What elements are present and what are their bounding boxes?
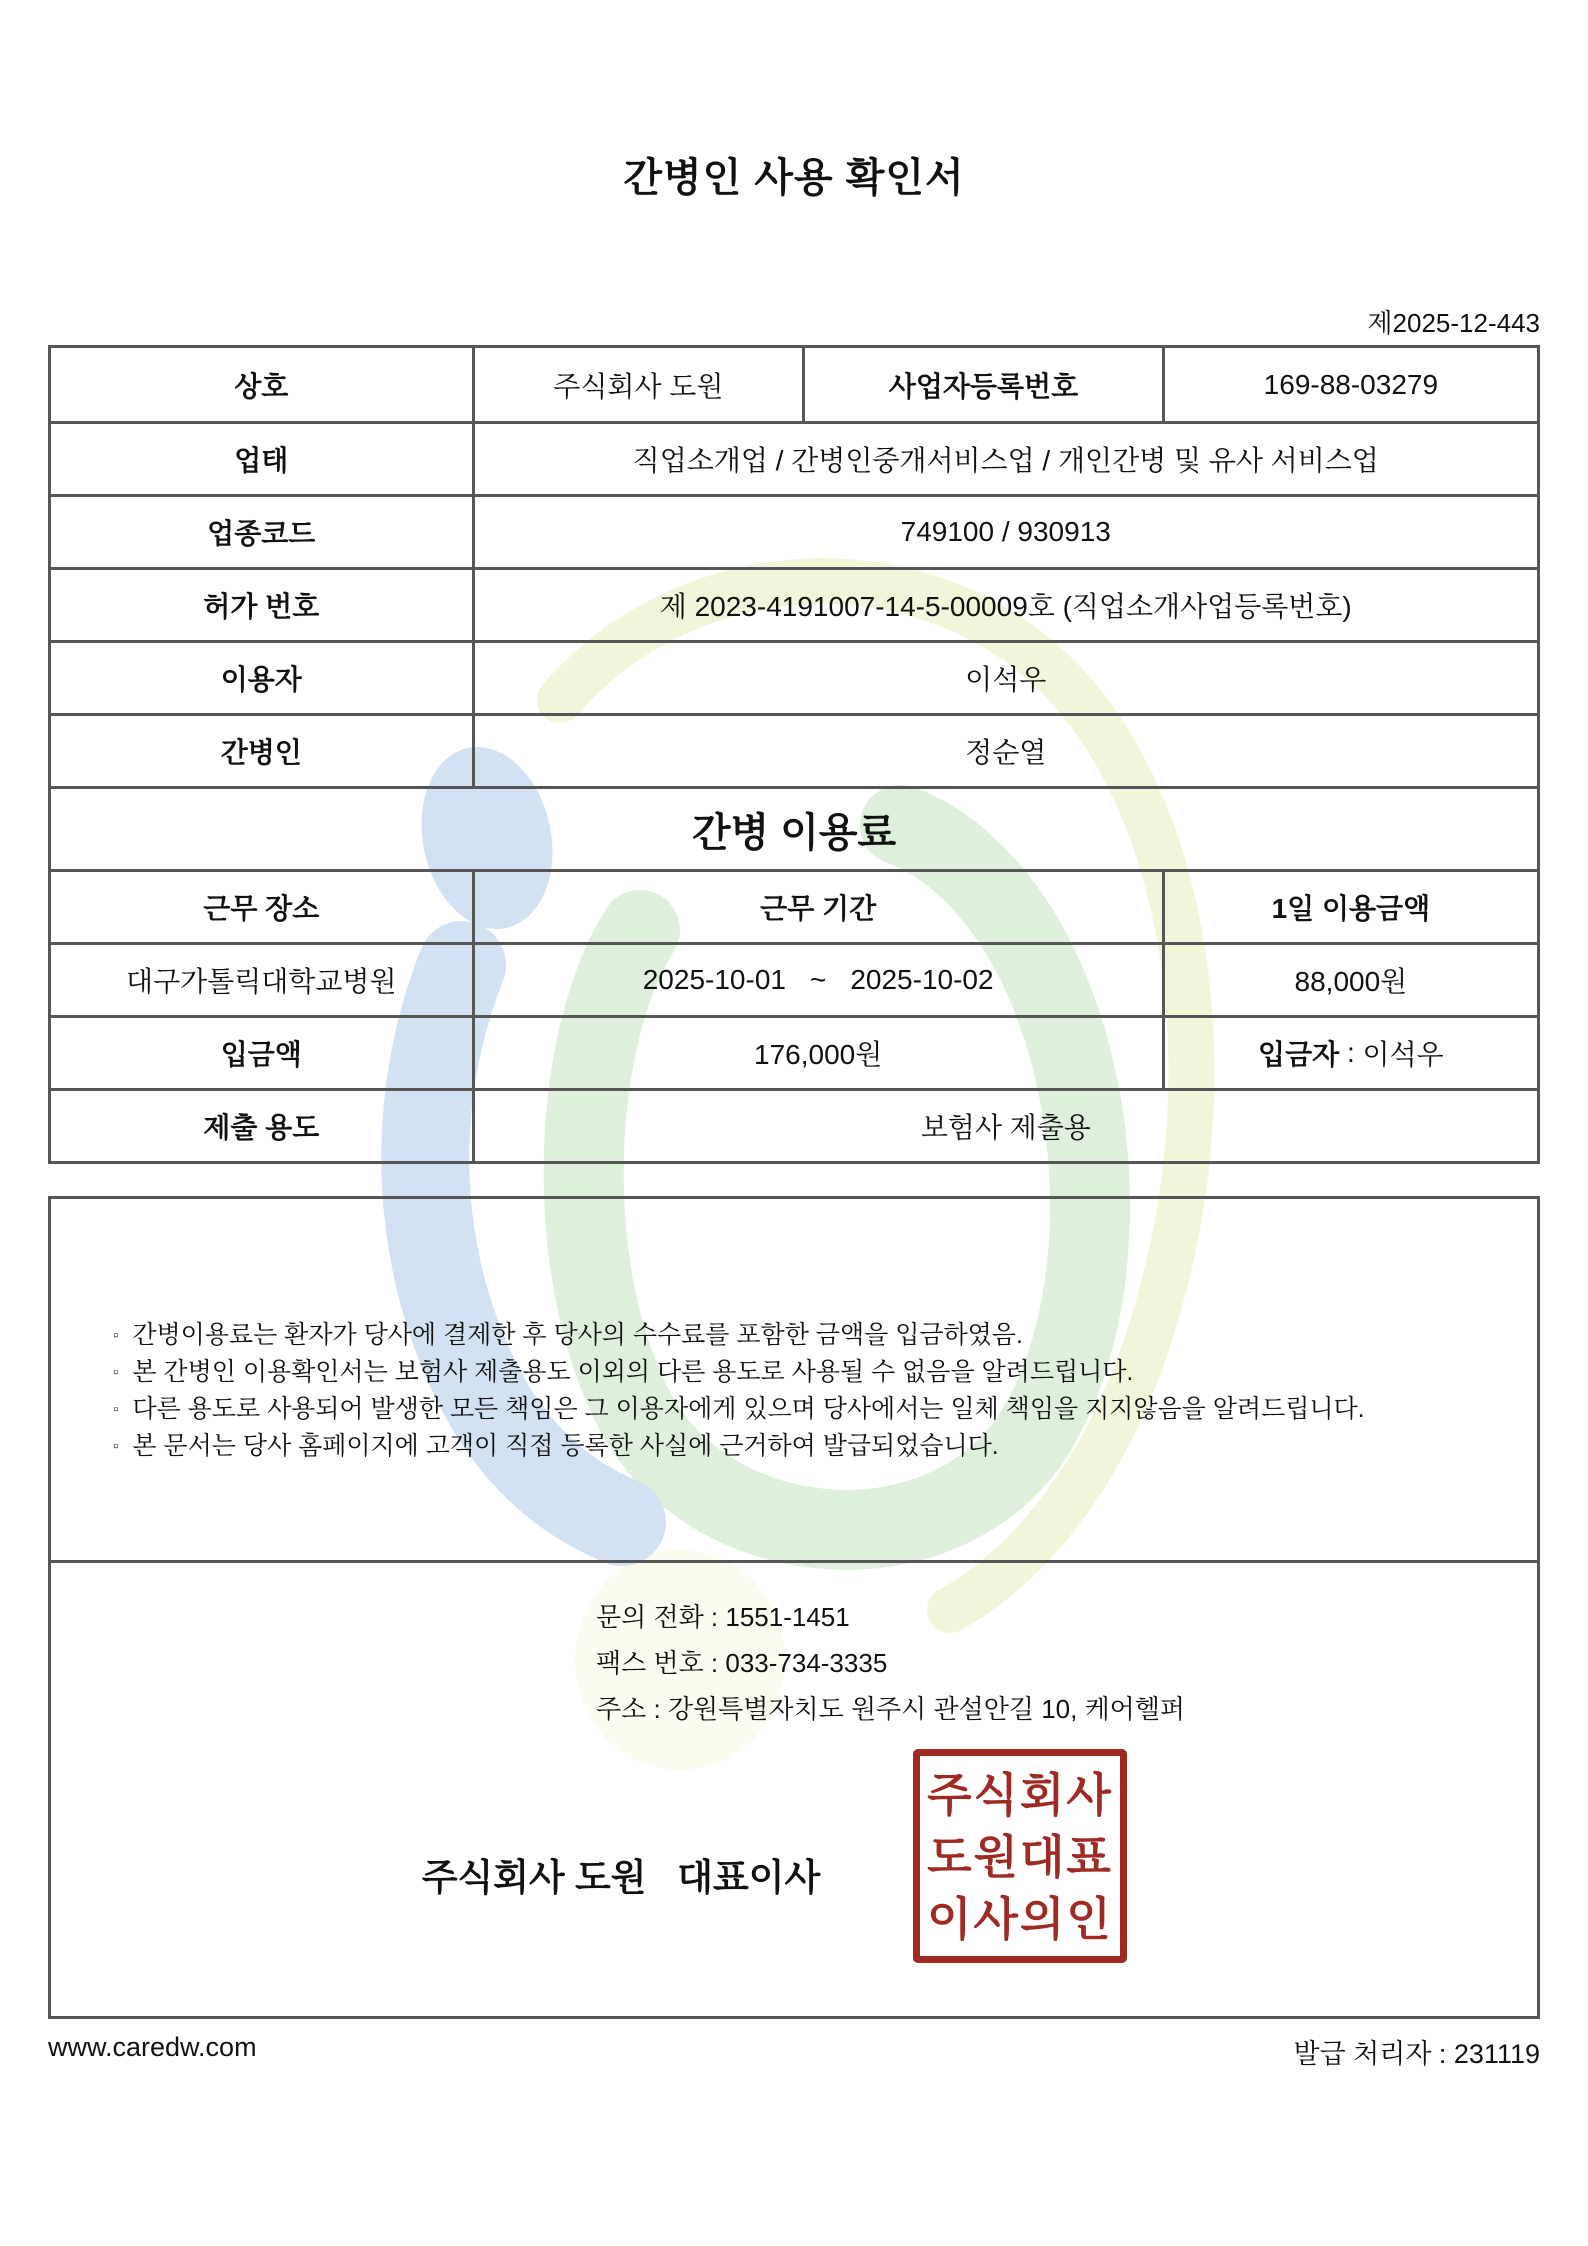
note-text: 본 간병인 이용확인서는 보험사 제출용도 이외의 다른 용도로 사용될 수 없음을 알려드립니다. xyxy=(132,1358,1134,1386)
fee-section-title-row xyxy=(51,786,1537,869)
note-text: 다른 용도로 사용되어 발생한 모든 책임은 그 이용자에게 있으며 당사에서는 일체 책임을 지지않음을 알려드립니다. xyxy=(132,1395,1365,1423)
period-start: 2025-10-01 xyxy=(642,964,786,995)
daily-amount-header: 1일 이용금액 xyxy=(1162,872,1537,942)
table-row-permit-no xyxy=(51,567,1537,640)
purpose-value: 보험사 제출용 xyxy=(472,1091,1537,1161)
document-number: 제2025-12-443 xyxy=(1367,308,1540,338)
industry-code-value: 749100 / 930913 xyxy=(472,497,1537,567)
notes-list xyxy=(113,1317,1513,1465)
table-row-business-type xyxy=(51,421,1537,494)
table-row-industry-code xyxy=(51,494,1537,567)
fee-value-row xyxy=(51,942,1537,1015)
purpose-row xyxy=(51,1088,1537,1161)
business-reg-no-label: 사업자등록번호 xyxy=(802,348,1162,421)
deposit-label: 입금액 xyxy=(220,1039,302,1070)
depositor-cell xyxy=(1162,1018,1537,1088)
business-reg-no-value: 169-88-03279 xyxy=(1162,348,1537,421)
page-title: 간병인 사용 확인서 xyxy=(623,156,965,200)
contact-phone: 문의 전화 : 1551-1451 xyxy=(596,1602,850,1632)
depositor-name: 이석우 xyxy=(1362,1039,1444,1070)
table-row-company xyxy=(51,348,1537,421)
permit-no-value: 제 2023-4191007-14-5-00009호 (직업소개사업등록번호) xyxy=(472,570,1537,640)
work-period-header: 근무 기간 xyxy=(472,872,1162,942)
daily-amount-value: 88,000원 xyxy=(1162,945,1537,1015)
corporate-seal-stamp xyxy=(913,1749,1127,1963)
seal-line: 도원대표 xyxy=(927,1830,1113,1884)
contact-fax: 팩스 번호 : 033-734-3335 xyxy=(596,1648,888,1678)
purpose-label: 제출 용도 xyxy=(203,1112,320,1143)
note-text: 본 문서는 당사 홈페이지에 고객이 직접 등록한 사실에 근거하여 발급되었습니다. xyxy=(132,1432,999,1460)
fee-section-title: 간병 이용료 xyxy=(691,810,897,855)
caregiver-value: 정순열 xyxy=(472,716,1537,786)
depositor-separator: : xyxy=(1339,1037,1363,1068)
note-bullet-icon: ▫ xyxy=(113,1438,119,1455)
note-text: 간병이용료는 환자가 당사에 결제한 후 당사의 수수료를 포함한 금액을 입금하였음. xyxy=(132,1321,1023,1349)
depositor-label: 입금자 xyxy=(1258,1039,1340,1070)
table-row-caregiver xyxy=(51,713,1537,786)
footer-issuer-id: 발급 처리자 : 231119 xyxy=(1293,2039,1540,2069)
user-value: 이석우 xyxy=(472,643,1537,713)
contact-info xyxy=(596,1594,1185,1732)
period-separator: ~ xyxy=(809,964,827,995)
business-type-value: 직업소개업 / 간병인중개서비스업 / 개인간병 및 유사 서비스업 xyxy=(472,424,1537,494)
info-table xyxy=(48,345,1540,1164)
note-item xyxy=(113,1317,1513,1354)
work-period-value xyxy=(472,945,1162,1015)
company-value: 주식회사 도원 xyxy=(472,348,803,421)
work-place-value: 대구가톨릭대학교병원 xyxy=(126,966,397,997)
company-signature-line: 주식회사 도원 대표이사 xyxy=(421,1857,821,1898)
seal-line: 주식회사 xyxy=(927,1768,1113,1822)
user-label: 이용자 xyxy=(220,664,302,695)
contact-address: 주소 : 강원특별자치도 원주시 관설안길 10, 케어헬퍼 xyxy=(596,1694,1186,1724)
note-bullet-icon: ▫ xyxy=(113,1327,119,1344)
notes-and-signature-box xyxy=(48,1196,1540,2019)
seal-line: 이사의인 xyxy=(927,1892,1113,1946)
work-place-header: 근무 장소 xyxy=(203,893,320,924)
caregiver-label: 간병인 xyxy=(220,737,302,768)
deposit-amount-value: 176,000원 xyxy=(472,1018,1162,1088)
company-label: 상호 xyxy=(234,370,289,402)
section-divider xyxy=(51,1560,1537,1563)
note-bullet-icon: ▫ xyxy=(113,1401,119,1418)
deposit-row xyxy=(51,1015,1537,1088)
permit-no-label: 허가 번호 xyxy=(203,591,320,622)
note-item xyxy=(113,1354,1513,1391)
industry-code-label: 업종코드 xyxy=(207,518,316,549)
note-item xyxy=(113,1428,1513,1465)
note-bullet-icon: ▫ xyxy=(113,1364,119,1381)
fee-header-row xyxy=(51,869,1537,942)
footer-site-url: www.caredw.com xyxy=(48,2032,257,2062)
period-end: 2025-10-02 xyxy=(850,964,994,995)
table-row-user xyxy=(51,640,1537,713)
business-type-label: 업태 xyxy=(234,445,289,476)
note-item xyxy=(113,1391,1513,1428)
